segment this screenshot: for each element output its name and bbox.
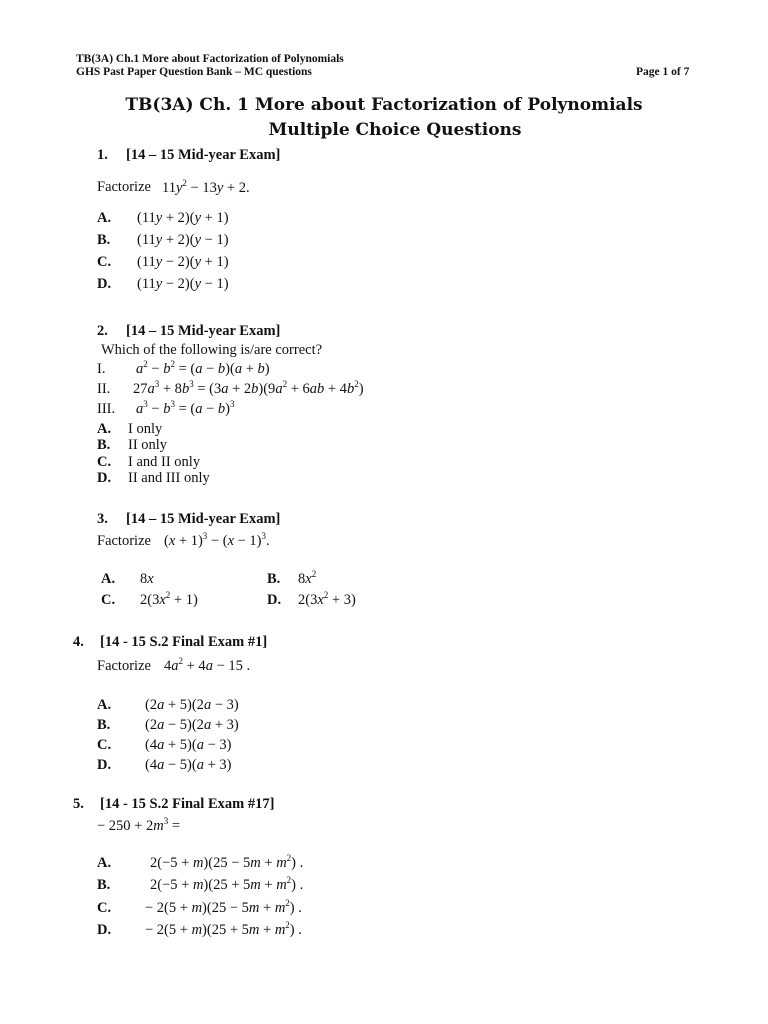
statement-label: I. — [97, 361, 106, 377]
option-text: $2(-5 + m)(25 + 5m + m^2)$ . — [150, 875, 304, 893]
question-source: [14 – 15 Mid-year Exam] — [126, 511, 281, 527]
statement-text: $27a^3 + 8b^3 = (3a + 2b)(9a^2 + 6ab + 4b^2)$ — [133, 379, 364, 397]
option-text: (11y − 2)(y − 1) — [137, 276, 229, 292]
option-text: (11y + 2)(y − 1) — [137, 232, 229, 248]
option-label: B. — [267, 571, 281, 587]
option-label: B. — [97, 232, 111, 248]
math-expression: $11y^2 - 13y + 2$. — [162, 178, 250, 196]
question-number: 4. — [73, 634, 84, 650]
question-source: [14 – 15 Mid-year Exam] — [126, 147, 281, 163]
statement-text: $a^2 - b^2 = (a - b)(a + b)$ — [136, 359, 270, 377]
option-text: I and II only — [128, 454, 201, 470]
header-line-1: TB(3A) Ch.1 More about Factorization of Polynomials — [76, 53, 344, 65]
option-text: $2(3x^2 + 3)$ — [298, 590, 356, 608]
option-text: (2a − 5)(2a + 3) — [145, 717, 239, 733]
question-prompt: Factorize — [97, 658, 151, 674]
question-number: 2. — [97, 323, 108, 339]
option-text: (11y − 2)(y + 1) — [137, 254, 229, 270]
option-text: II only — [128, 437, 168, 453]
option-label: C. — [97, 900, 112, 916]
question-prompt: Factorize — [97, 533, 151, 549]
option-text: $2(3x^2 + 1)$ — [140, 590, 198, 608]
statement-text: $a^3 - b^3 = (a - b)^3$ — [136, 399, 235, 417]
statement-label: II. — [97, 381, 111, 397]
option-label: D. — [97, 757, 112, 773]
math-expression: − $250 + 2m^3$ = — [97, 816, 181, 834]
math-expression: $(x + 1)^3 - (x - 1)^3$. — [164, 531, 270, 549]
option-label: D. — [97, 470, 112, 486]
option-label: B. — [97, 877, 111, 893]
option-label: C. — [101, 592, 116, 608]
question-source: [14 - 15 S.2 Final Exam #17] — [100, 796, 275, 812]
option-label: B. — [97, 437, 111, 453]
page-number: Page 1 of 7 — [636, 66, 690, 78]
option-label: C. — [97, 454, 112, 470]
option-label: A. — [97, 421, 112, 437]
option-text: (4a + 5)(a − 3) — [145, 737, 232, 753]
option-label: A. — [97, 210, 112, 226]
option-label: B. — [97, 717, 111, 733]
question-number: 3. — [97, 511, 108, 527]
option-text: − $2(5 + m)(25 - 5m + m^2)$ . — [145, 898, 302, 916]
option-label: A. — [101, 571, 116, 587]
question-prompt: Which of the following is/are correct? — [101, 342, 323, 358]
option-label: D. — [97, 922, 112, 938]
question-number: 5. — [73, 796, 84, 812]
option-text: − $2(5 + m)(25 + 5m + m^2)$ . — [145, 920, 302, 938]
question-source: [14 – 15 Mid-year Exam] — [126, 323, 281, 339]
header-line-2: GHS Past Paper Question Bank – MC questions — [76, 66, 312, 78]
option-text: 8x — [140, 571, 154, 587]
question-prompt: Factorize — [97, 179, 151, 195]
option-text: $2(-5 + m)(25 - 5m + m^2)$ . — [150, 853, 304, 871]
option-label: A. — [97, 697, 112, 713]
option-label: C. — [97, 254, 112, 270]
option-text: II and III only — [128, 470, 210, 486]
page-title: TB(3A) Ch. 1 More about Factorization of Polynomials — [125, 95, 643, 115]
option-text: (4a − 5)(a + 3) — [145, 757, 232, 773]
option-text: (2a + 5)(2a − 3) — [145, 697, 239, 713]
statement-label: III. — [97, 401, 116, 417]
option-text: (11y + 2)(y + 1) — [137, 210, 229, 226]
option-label: D. — [97, 276, 112, 292]
question-number: 1. — [97, 147, 108, 163]
option-label: C. — [97, 737, 112, 753]
page-subtitle: Multiple Choice Questions — [268, 120, 522, 140]
question-source: [14 - 15 S.2 Final Exam #1] — [100, 634, 268, 650]
math-expression: $4a^2 + 4a - 15$ . — [164, 656, 251, 674]
option-text: $8x^2$ — [298, 569, 317, 587]
option-text: I only — [128, 421, 163, 437]
option-label: D. — [267, 592, 282, 608]
option-label: A. — [97, 855, 112, 871]
